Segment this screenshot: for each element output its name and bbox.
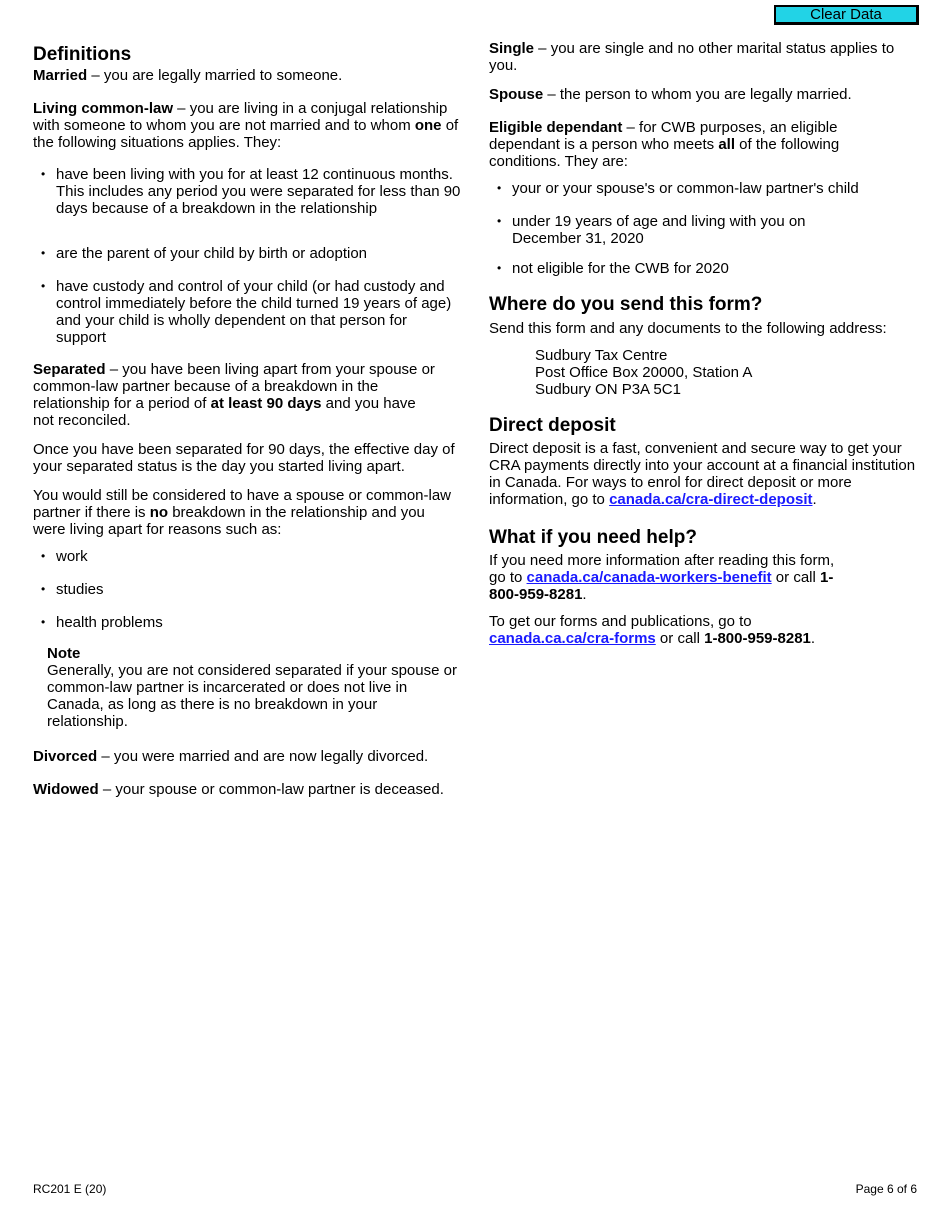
address-line: Sudbury Tax Centre [535,347,668,364]
cra-forms-link[interactable]: canada.ca.ca/cra-forms [489,630,656,647]
address-line: Sudbury ON P3A 5C1 [535,381,681,398]
help-heading: What if you need help? [489,527,697,548]
direct-deposit-link[interactable]: canada.ca/cra-direct-deposit [609,491,813,508]
list-item: • health problems [33,614,163,631]
list-item: • your or your spouse's or common-law partner's child [489,180,912,197]
list-item: • have custody and control of your child (or had custody and control immediately before the child turned 19 years of age) and your child is wholly dependent on that person for support [33,278,461,346]
send-form-heading: Where do you send this form? [489,294,763,315]
list-item: • work [33,548,88,565]
form-id: RC201 E (20) [33,1182,107,1196]
direct-deposit-heading: Direct deposit [489,415,616,436]
address-line: Post Office Box 20000, Station A [535,364,753,381]
list-item: • not eligible for the CWB for 2020 [489,260,912,277]
widowed-definition: Widowed – your spouse or common-law partner is deceased. [33,781,444,798]
page-number: Page 6 of 6 [855,1182,917,1196]
note-title: Note [47,645,81,662]
separated-reasons-intro: You would still be considered to have a spouse or common-law partner if there is no breakdown in the relationship and you were living apart for reasons such as: [33,487,452,538]
separated-definition: Separated – you have been living apart from your spouse or common-law partner because of a breakdown in the relationship for a period of at least 90 days and you have not reconciled. [33,361,435,429]
list-item: • studies [33,581,104,598]
list-item: • have been living with you for at least 12 continuous months. This includes any period you were separated for less than 90 days because of a breakdown in the relationship [33,166,461,217]
definitions-heading: Definitions [33,44,132,65]
married-definition: Married – you are legally married to someone. [33,67,343,84]
common-law-definition: Living common-law – you are living in a conjugal relationship with someone to whom you are not married and to whom one of the following situations applies. They: [33,100,459,151]
single-definition: Single – you are single and no other marital status applies to you. [489,40,895,74]
forms-text: To get our forms and publications, go to canada.ca.ca/cra-forms or call 1-800-959-8281. [489,613,816,647]
send-form-text: Send this form and any documents to the following address: [489,320,887,337]
list-item: • are the parent of your child by birth or adoption [33,245,461,262]
help-text: If you need more information after reading this form, go to canada.ca/canada-workers-benefit or call 1-800-959-8281. [489,552,835,603]
divorced-definition: Divorced – you were married and are now legally divorced. [33,748,429,765]
direct-deposit-text: Direct deposit is a fast, convenient and secure way to get your CRA payments directly into your account at a financial institution in Canada. For ways to enrol for direct deposit or more information, go to canada.ca/cra-direct-deposit. [489,440,916,508]
separated-effective-day: Once you have been separated for 90 days, the effective day of your separated status is the day you started living apart. [33,441,455,475]
note-text: Generally, you are not considered separated if your spouse or common-law partner is incarcerated or does not live in Canada, as long as there is no breakdown in your relationship. [47,662,457,730]
spouse-definition: Spouse – the person to whom you are legally married. [489,86,852,103]
eligible-dependant-definition: Eligible dependant – for CWB purposes, an eligible dependant is a person who meets all of the following conditions. They are: [489,119,840,170]
workers-benefit-link[interactable]: canada.ca/canada-workers-benefit [526,569,772,586]
clear-data-button[interactable]: Clear Data [774,5,919,25]
list-item: • under 19 years of age and living with you on December 31, 2020 [489,213,852,247]
mailing-address [535,347,752,398]
